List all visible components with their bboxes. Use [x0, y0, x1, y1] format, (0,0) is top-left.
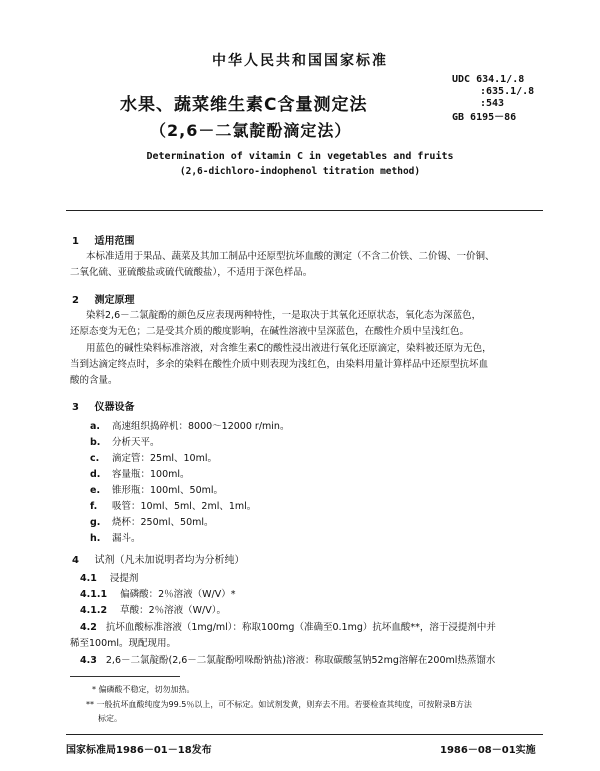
footnote-divider [70, 676, 180, 677]
section-4-heading [72, 551, 244, 566]
section-1-title: 适用范围 [94, 236, 135, 247]
section-4-3-line1: 4.3 2,6－二氯靛酚(2,6－二氯靛酚吲哚酚钠盐)溶液：称取碳酸氢钠52mg溶解在200ml热蒸馏水 [80, 655, 496, 666]
title-zh-line1: 水果、蔬菜维生素C含量测定法 [120, 95, 368, 115]
section-2-heading [72, 291, 134, 306]
section-4-1-2: 4.1.2 草酸：2％溶液（W/V）。 [80, 605, 226, 616]
equipment-item-d: d. 容量瓶：100ml。 [90, 469, 190, 480]
section-4-1-1: 4.1.1 偏磷酸：2％溶液（W/V）* [80, 589, 236, 600]
effective-date: 1986－08－01实施 [440, 745, 536, 756]
footnote-2-line1: ** 一般抗坏血酸纯度为99.5％以上，可不标定。如试剂发黄，则弃去不用。若要检查其纯度，可按附录B方法 [86, 700, 472, 709]
section-2-title: 测定原理 [94, 295, 135, 306]
section-1-number: 1 [72, 236, 79, 247]
udc-line-2: :635.1/.8 [480, 86, 535, 97]
udc-line-3: :543 [480, 98, 505, 109]
section-3-heading [72, 398, 134, 413]
equipment-item-c: c. 滴定管：25ml、10ml。 [90, 453, 217, 464]
section-1-heading [72, 232, 134, 247]
section-4-title: 试剂（凡未加说明者均为分析纯） [94, 555, 245, 566]
section-4-2-line1: 4.2 抗坏血酸标准溶液（1mg/ml）：称取100mg（准确至0.1mg）抗坏血酸**，溶于浸提剂中并 [80, 622, 496, 633]
standard-organization: 中华人民共和国国家标准 [212, 53, 388, 69]
section-1-line2: 二氧化硫、亚硫酸盐或硫代硫酸盐），不适用于深色样品。 [70, 267, 313, 278]
section-2-p2-line1: 用蓝色的碱性染料标准溶液，对含维生素C的酸性浸出液进行氧化还原滴定，染料被还原为无色， [86, 343, 492, 354]
title-zh-line2: （2,6－二氯靛酚滴定法） [150, 121, 352, 140]
gb-code: GB 6195－86 [452, 112, 517, 123]
title-en-line2: (2,6-dichloro-indophenol titration method) [179, 166, 421, 177]
footnote-2-line2: 标定。 [98, 714, 122, 723]
equipment-item-h: h. 漏斗。 [90, 533, 141, 544]
section-3-number: 3 [72, 402, 79, 413]
footnote-1: * 偏磷酸不稳定，切勿加热。 [92, 685, 195, 694]
equipment-item-g: g. 烧杯：250ml、50ml。 [90, 517, 214, 528]
section-2-p2-line3: 酸的含量。 [70, 375, 118, 386]
equipment-list [90, 419, 289, 547]
section-2-p1-line2: 还原态变为无色；二是受其介质的酸度影响，在碱性溶液中呈深蓝色，在酸性介质中呈浅红色。 [70, 326, 470, 337]
header-divider [66, 210, 543, 211]
section-4-2-line2: 稀至100ml。现配现用。 [70, 638, 177, 649]
section-4-1: 4.1 浸提剂 [80, 573, 139, 584]
section-2-number: 2 [72, 295, 79, 306]
equipment-item-e: e. 锥形瓶：100ml、50ml。 [90, 485, 224, 496]
section-2-p1-line1: 染料2,6－二氯靛酚的颜色反应表现两种特性，一是取决于其氧化还原状态，氧化态为深蓝色， [86, 310, 482, 321]
title-en-line1: Determination of vitamin C in vegetables and fruits [146, 151, 454, 162]
equipment-item-f: f. 吸管：10ml、5ml、2ml、1ml。 [90, 501, 257, 512]
equipment-item-b: b. 分析天平。 [90, 437, 160, 448]
section-2-p2-line2: 当到达滴定终点时，多余的染料在酸性介质中则表现为浅红色，由染料用量计算样品中还原型抗坏血 [70, 359, 489, 370]
footer-divider [66, 734, 543, 735]
section-1-line1: 本标准适用于果品、蔬菜及其加工制品中还原型抗坏血酸的测定（不含二价铁、二价锡、一价铜、 [86, 251, 495, 262]
udc-code [452, 74, 534, 110]
issued-date: 国家标准局1986－01－18发布 [66, 745, 212, 756]
equipment-item-a: a. 高速组织捣碎机：8000～12000 r/min。 [90, 421, 290, 432]
udc-line-1: UDC 634.1/.8 [452, 74, 525, 85]
section-4-number: 4 [72, 555, 79, 566]
section-3-title: 仪器设备 [94, 402, 135, 413]
